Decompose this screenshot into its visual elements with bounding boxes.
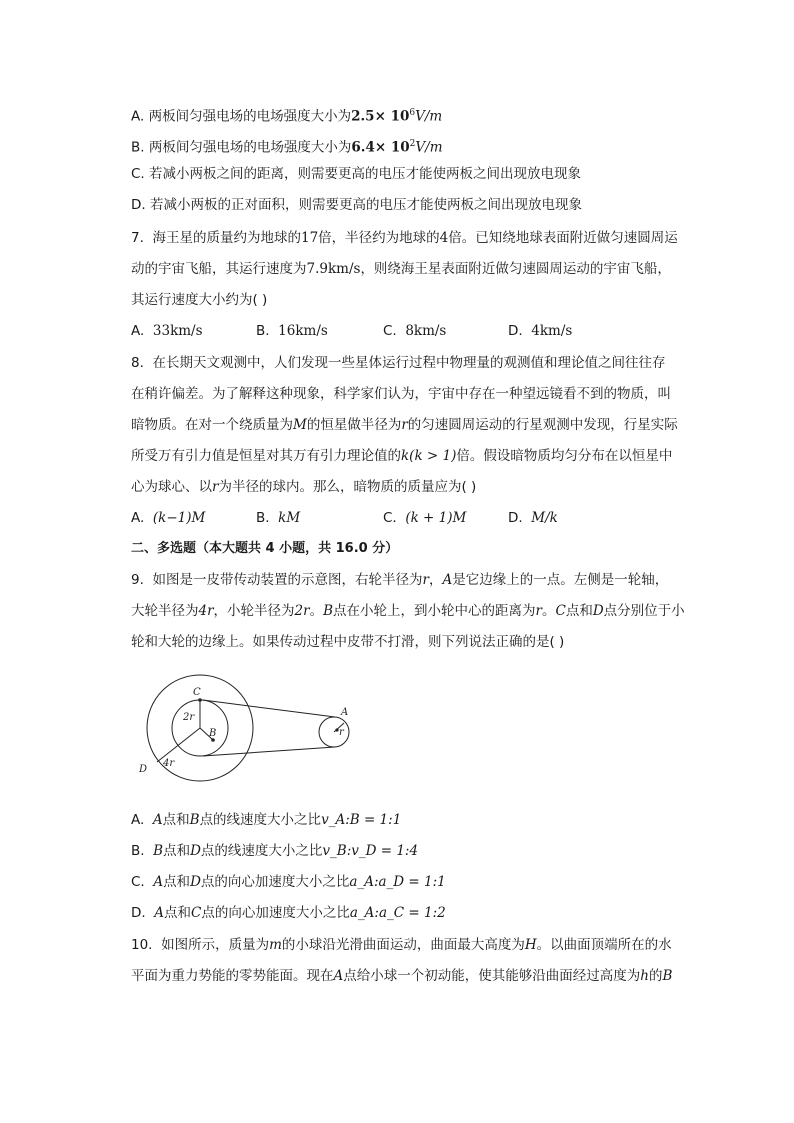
var: 4r bbox=[198, 603, 214, 619]
var: B bbox=[662, 968, 673, 984]
text: 是它边缘上的一点。左侧是一轮轴， bbox=[452, 572, 669, 588]
text: 如图是一皮带传动装置的示意图，右轮半径为 bbox=[152, 572, 423, 588]
text: 动的宇宙飞船，其运行速度为 bbox=[131, 261, 307, 277]
q8-stem-line-2 bbox=[131, 384, 671, 404]
text: ，小轮半径为 bbox=[213, 603, 295, 619]
question-number: 8. bbox=[131, 355, 144, 371]
text: 点的线速度大小之比 bbox=[199, 812, 322, 828]
ratio: a_A:a_C = 1:2 bbox=[349, 905, 446, 921]
var: D bbox=[190, 874, 201, 890]
q7-option-d bbox=[508, 321, 572, 341]
var: r bbox=[422, 572, 429, 588]
q8-stem-line-4 bbox=[131, 446, 672, 466]
option-value: (k + 1)M bbox=[405, 510, 467, 526]
var: C bbox=[191, 905, 202, 921]
q9-stem-line-3 bbox=[131, 632, 564, 652]
q10-stem-line-2 bbox=[131, 966, 672, 986]
var: B bbox=[153, 843, 164, 859]
option-text: 若减小两板之间的距离，则需要更高的电压才能使两板之间出现放电现象 bbox=[149, 166, 582, 182]
q8-stem-line-5 bbox=[131, 477, 476, 497]
q10-stem-line-1 bbox=[131, 935, 672, 955]
var: D bbox=[190, 843, 201, 859]
q9-option-d bbox=[131, 903, 446, 923]
ratio: v_A:B = 1:1 bbox=[321, 812, 402, 828]
q7-stem-line-2 bbox=[131, 259, 671, 279]
option-label: B. bbox=[131, 139, 145, 156]
text: 点和 bbox=[164, 905, 192, 921]
label-c: C bbox=[193, 687, 201, 698]
option-label: A. bbox=[131, 510, 145, 526]
option-label: A. bbox=[131, 108, 145, 125]
q8-option-c bbox=[383, 508, 466, 528]
option-value: (k−1)M bbox=[152, 510, 206, 526]
var: D bbox=[592, 603, 604, 619]
var: A bbox=[333, 968, 344, 984]
option-label: B. bbox=[256, 510, 270, 526]
text: 倍。假设暗物质均匀分布在以恒星中 bbox=[456, 448, 673, 464]
ratio: a_A:a_D = 1:1 bbox=[349, 874, 446, 890]
option-label: C. bbox=[383, 510, 397, 526]
mass-ratio: 17 bbox=[300, 230, 319, 246]
text: 的匀速圆周运动的行星观测中发现，行星实际 bbox=[407, 417, 678, 433]
q7-stem-line-3 bbox=[131, 290, 267, 310]
option-label: C. bbox=[383, 323, 397, 339]
q9-option-b bbox=[131, 841, 418, 861]
var: H bbox=[524, 937, 537, 953]
ratio: v_B:v_D = 1:4 bbox=[322, 843, 419, 859]
var: M bbox=[293, 417, 307, 433]
option-unit: V/m bbox=[415, 139, 443, 156]
text: ， bbox=[428, 572, 443, 588]
option-label: C. bbox=[131, 166, 145, 182]
text: 。 bbox=[309, 603, 324, 619]
option-label: D. bbox=[131, 905, 146, 921]
text: 的小球沿光滑曲面运动，曲面最大高度为 bbox=[281, 937, 525, 953]
option-text: 两板间匀强电场的电场强度大小为 bbox=[148, 108, 352, 125]
q9-stem-line-2 bbox=[131, 601, 685, 621]
option-label: A. bbox=[131, 323, 145, 339]
label-r: r bbox=[339, 727, 344, 738]
text: 点给小球一个初动能，使其能够沿曲面经过高度为 bbox=[343, 968, 641, 984]
q8-stem-line-3 bbox=[131, 415, 678, 435]
text: 点和 bbox=[162, 812, 190, 828]
text: 所受万有引力值是恒星对其万有引力理论值的 bbox=[131, 448, 401, 464]
text: 轮和大轮的边缘上。如果传动过程中皮带不打滑，则下列说法正确的是( ) bbox=[131, 634, 565, 650]
var: A bbox=[154, 905, 165, 921]
radius-line-d bbox=[157, 728, 200, 762]
text: 大轮半径为 bbox=[131, 603, 199, 619]
question-number: 9. bbox=[131, 572, 144, 588]
text: 点的向心加速度大小之比 bbox=[200, 874, 350, 890]
section-title: 二、多选题（本大题共 4 小题，共 16.0 分） bbox=[131, 541, 399, 556]
option-exponent: 2 bbox=[409, 139, 416, 149]
text: 的恒星做半径为 bbox=[306, 417, 402, 433]
option-label: B. bbox=[256, 323, 270, 339]
label-b: B bbox=[209, 728, 217, 739]
text: 在稍许偏差。为了解释这种现象，科学家们认为，宇宙中存在一种望远镜看不到的物质，叫 bbox=[131, 386, 671, 402]
speed-value: 7.9km/s bbox=[306, 261, 361, 277]
text: 心为球心、以 bbox=[131, 479, 212, 495]
text: 如图所示，质量为 bbox=[161, 937, 270, 953]
label-a: A bbox=[341, 707, 349, 718]
text: 的 bbox=[648, 968, 663, 984]
option-text: 两板间匀强电场的电场强度大小为 bbox=[148, 139, 352, 156]
option-label: C. bbox=[131, 874, 145, 890]
label-d: D bbox=[139, 764, 148, 775]
option-label: D. bbox=[508, 323, 523, 339]
q9-option-a bbox=[131, 810, 401, 830]
var: A bbox=[152, 812, 163, 828]
option-label: D. bbox=[131, 197, 146, 213]
k-expression: k(k > 1) bbox=[401, 448, 457, 464]
text: 在长期天文观测中，人们发现一些星体运行过程中物理量的观测值和理论值之间往往存 bbox=[152, 355, 666, 371]
text: 点分别位于小 bbox=[603, 603, 685, 619]
text: 点和 bbox=[163, 874, 191, 890]
label-2r: 2r bbox=[183, 712, 195, 723]
text: 倍，半径约为地球的 bbox=[318, 230, 440, 246]
belt-top bbox=[203, 700, 335, 717]
text: 为半径的球内。那么，暗物质的质量应为( ) bbox=[218, 479, 477, 495]
text: 点的向心加速度大小之比 bbox=[201, 905, 350, 921]
q9-option-c bbox=[131, 872, 446, 892]
q8-stem-line-1 bbox=[131, 353, 665, 373]
option-value: 33km/s bbox=[152, 323, 203, 339]
radius-ratio: 4 bbox=[439, 230, 449, 246]
var: B bbox=[189, 812, 200, 828]
option-value: M/k bbox=[531, 510, 558, 526]
q9-stem-line-1 bbox=[131, 570, 668, 590]
var: C bbox=[555, 603, 566, 619]
option-value: kM bbox=[278, 510, 301, 526]
q7-option-c bbox=[383, 321, 446, 341]
option-value: 4km/s bbox=[531, 323, 573, 339]
question-number: 7. bbox=[131, 230, 144, 246]
text: 点的线速度大小之比 bbox=[200, 843, 323, 859]
q8-option-b bbox=[256, 508, 300, 528]
label-4r: 4r bbox=[163, 758, 175, 769]
var: A bbox=[153, 874, 164, 890]
point-c bbox=[198, 698, 202, 702]
var: r bbox=[212, 479, 219, 495]
text: 。以曲面顶端所在的水 bbox=[536, 937, 672, 953]
option-value: 2.5× 10 bbox=[351, 108, 410, 125]
option-unit: V/m bbox=[415, 108, 443, 125]
text: 。 bbox=[541, 603, 556, 619]
q7-stem-line-1 bbox=[131, 228, 678, 248]
text: 倍。已知绕地球表面附近做匀速圆周运 bbox=[448, 230, 678, 246]
q6-option-d bbox=[131, 195, 582, 215]
q8-option-a bbox=[131, 508, 205, 528]
q6-option-b bbox=[131, 134, 443, 158]
option-label: B. bbox=[131, 843, 145, 859]
question-number: 10. bbox=[131, 937, 153, 953]
text: ，则绕海王星表面附近做匀速圆周运动的宇宙飞船， bbox=[360, 261, 671, 277]
text: 暗物质。在对一个绕质量为 bbox=[131, 417, 293, 433]
text: 其运行速度大小约为( ) bbox=[131, 292, 268, 308]
text: 海王星的质量约为地球的 bbox=[152, 230, 301, 246]
var: B bbox=[323, 603, 334, 619]
text: 点在小轮上，到小轮中心的距离为 bbox=[333, 603, 536, 619]
var: h bbox=[640, 968, 649, 984]
q6-option-c bbox=[131, 164, 581, 184]
option-label: A. bbox=[131, 812, 145, 828]
text: 点和 bbox=[565, 603, 593, 619]
text: 点和 bbox=[163, 843, 191, 859]
option-value: 16km/s bbox=[278, 323, 328, 339]
q7-option-b bbox=[256, 321, 328, 341]
option-exponent: 6 bbox=[409, 108, 416, 118]
var: r bbox=[535, 603, 542, 619]
var: 2r bbox=[294, 603, 310, 619]
option-text: 若减小两板的正对面积，则需要更高的电压才能使两板之间出现放电现象 bbox=[149, 197, 582, 213]
option-label: D. bbox=[508, 510, 523, 526]
option-value: 6.4× 10 bbox=[351, 139, 410, 156]
var: A bbox=[442, 572, 453, 588]
text: 平面为重力势能的零势能面。现在 bbox=[131, 968, 334, 984]
q6-option-a bbox=[131, 103, 442, 127]
var: m bbox=[269, 937, 282, 953]
var: r bbox=[401, 417, 408, 433]
option-value: 8km/s bbox=[405, 323, 447, 339]
q7-option-a bbox=[131, 321, 203, 341]
belt-bottom bbox=[203, 747, 335, 756]
belt-drive-figure bbox=[131, 671, 356, 783]
q8-option-d bbox=[508, 508, 558, 528]
